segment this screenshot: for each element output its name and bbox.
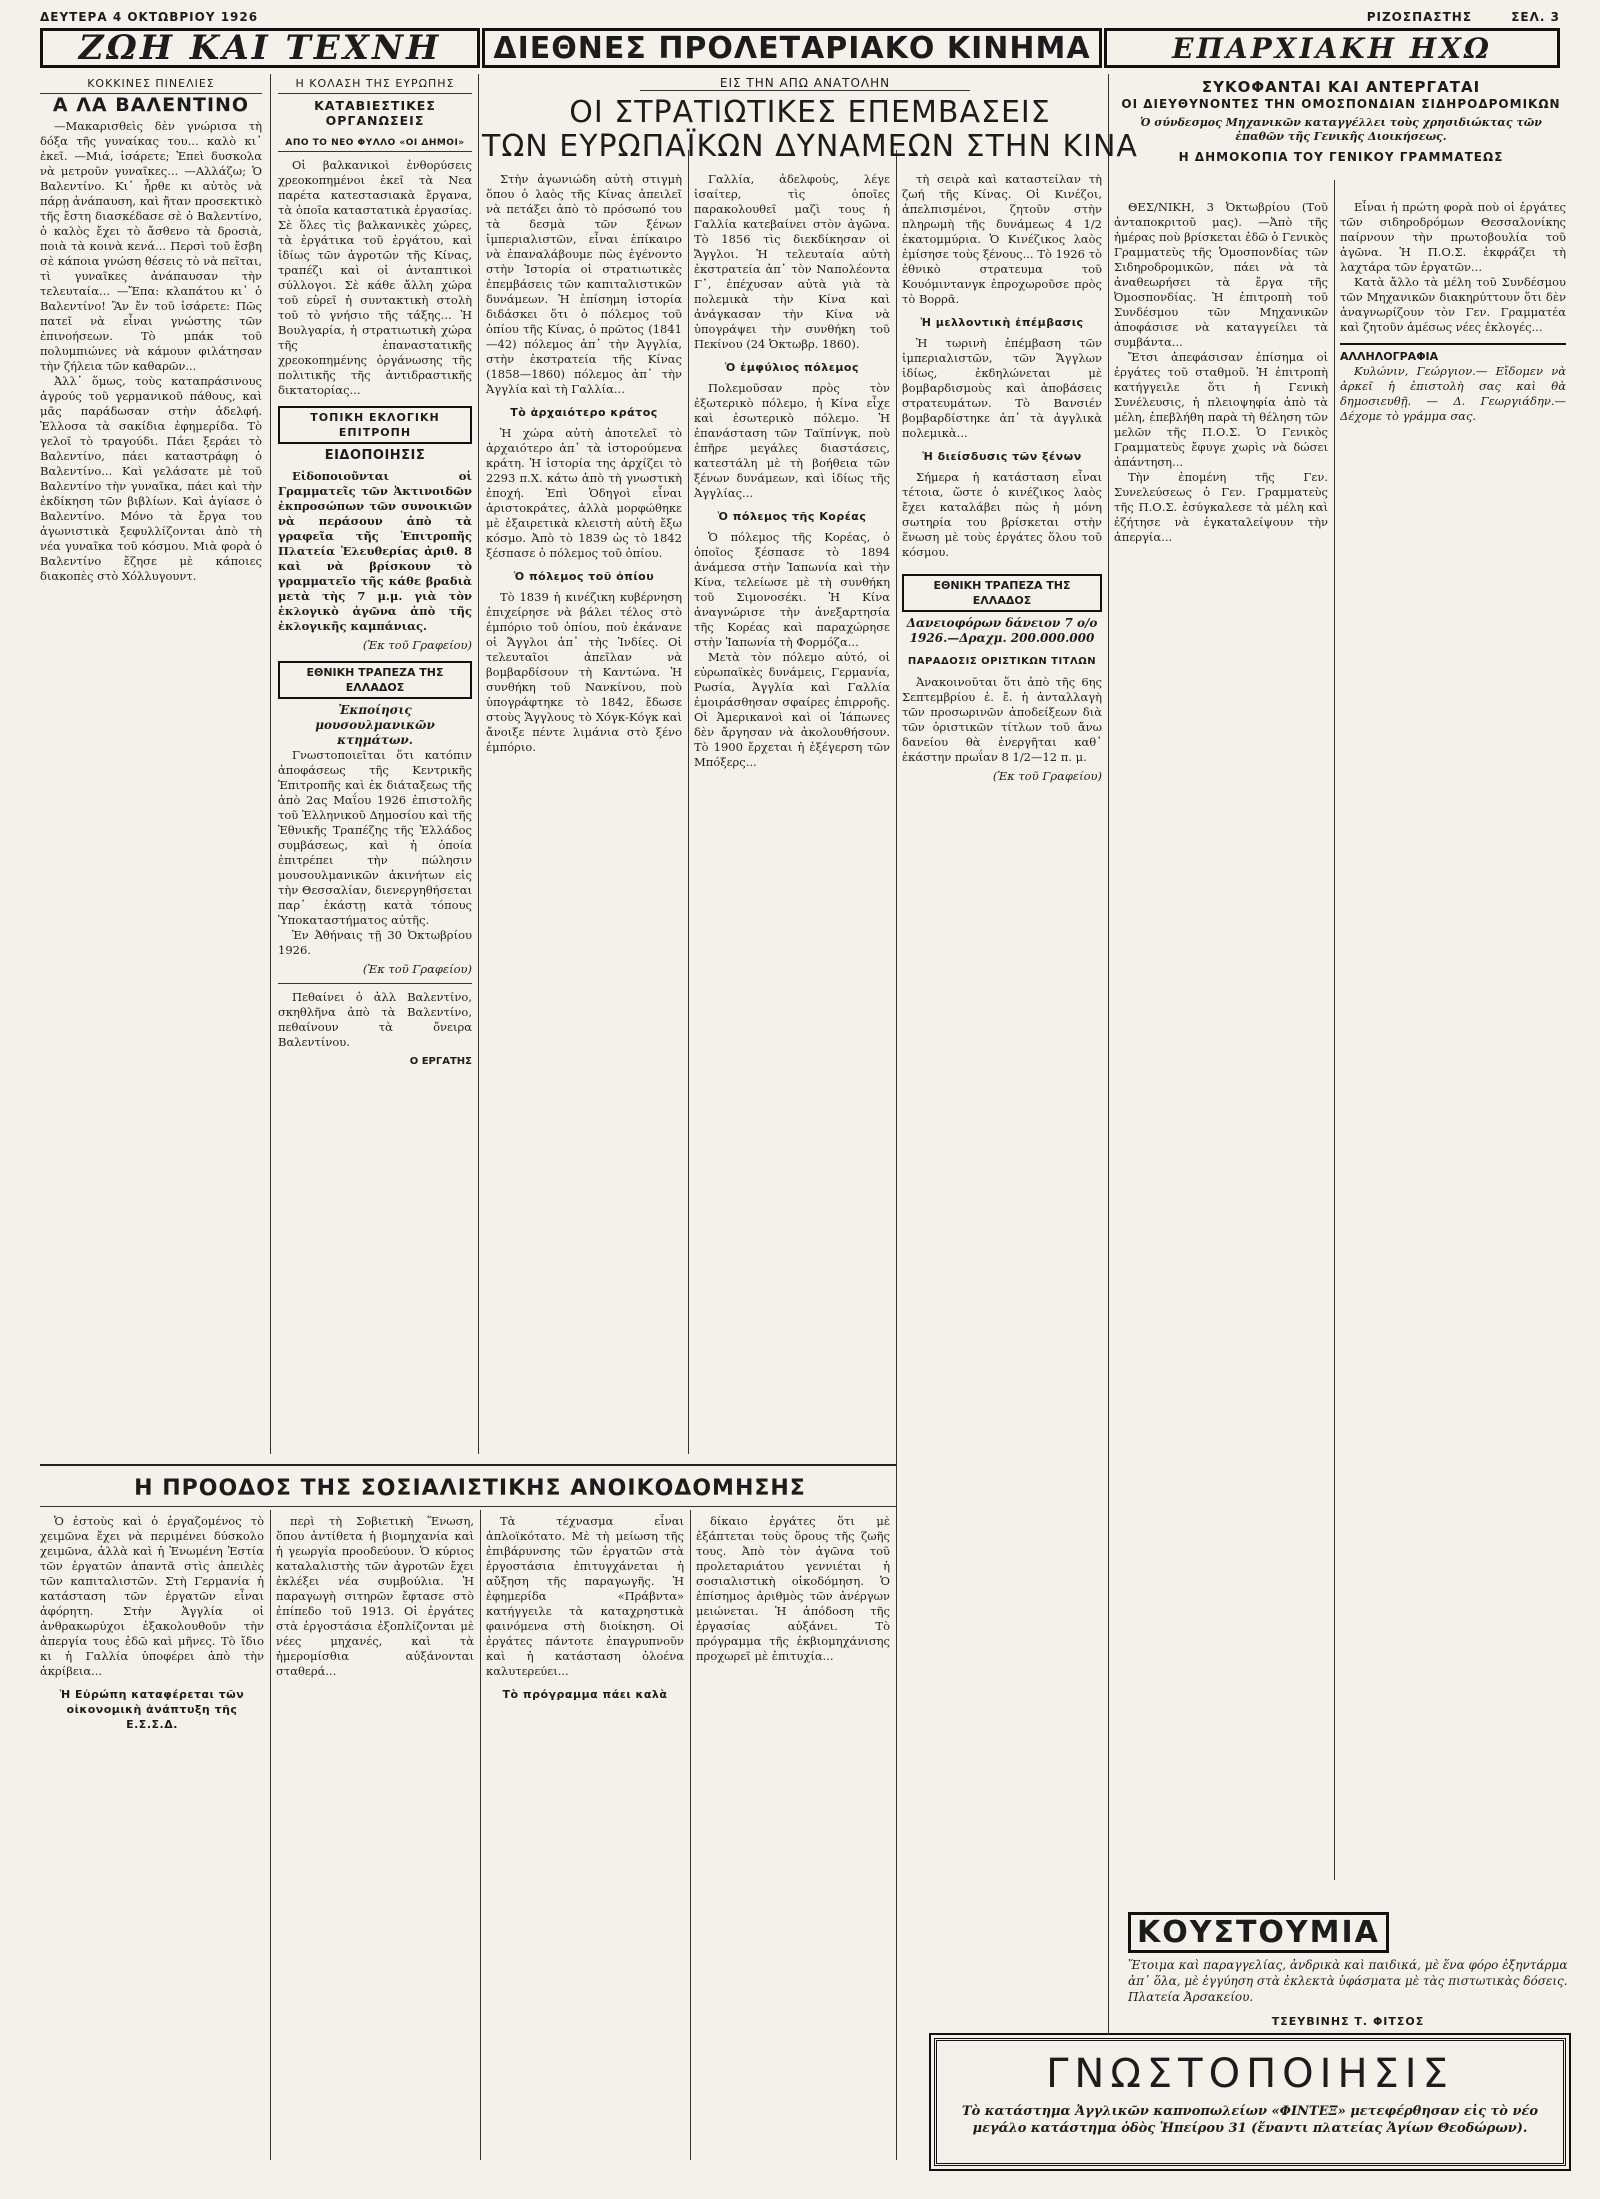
article-body: Οἱ βαλκανικοὶ ἐνθορύσεις χρεοκοπημένοι ἐκεῖ τὰ Νεα παρέτα κατεστασιακὰ ἔργανα, τὰ ὁποῖα καταστατικὰ ἐργασίας. Σὲ ὅλες τὶς βαλκανικὲς χώρες, τὰ ἐργάτικα τοῦ ἐργάτου, καὶ ἰδίως τῶν ἀγροτῶν τῆς Κίνας, τραπέζι καὶ οἱ ἀνταπτικοὶ σύλλογοι. Σὲ κάθε ἄλλη χώρα τοῦ εὑρεῖ ἡ συντακτικὴ στολὴ τοῦ τὸ γνήσιο τῆς τάξης... Ἡ Βουλγαρία, ἡ στρατιωτικὴ χώρα τῆς ἐπαναστατικῆς χρεοκοπημένης ὀργάνωσης τῆς πολιτικῆς τῆς ἀντιδραστικῆς δικτατορίας...	[278, 158, 472, 397]
article-body: περὶ τὴ Σοβιετικὴ Ἕνωση, ὅπου ἀντίθετα ἡ βιομηχανία καὶ ἡ γεωργία προοδεύουν. Ὁ κύριος καταλαλιστὴς τῶν ἀγροτῶν ἔχει ἐκλέξει νέα συμβούλια. Ἡ παραγωγὴ σιτηρῶν ἔφτασε στὸ ἐπίπεδο τοῦ 1913. Οἱ ἐργάτες στὰ ἐργοστάσια ἐξοπλίζονται μὲ νέες μηχανές, καὶ τὰ ἡμερομίσθια αὐξάνονται σταθερά...	[276, 1514, 474, 1678]
article-body: —Μακαρισθεὶς δὲν γνώρισα τὴ δόξα τῆς γυναίκας του... καλὸ κι᾽ ἐκεῖ. —Μιά, ἰσάρετε; Ἐπεὶ δυσκολα νὰ μετροῦν γυναῖκες... —Αλλάζω; Ὁ Βαλεντίνο. Κι᾽ ἦρθε κι αὐτὸς νὰ πάρῃ ἀνάπαυση, καὶ ἤταν προσεκτικὸ τῆς ἔστη διασκέδασε σὲ ὁ Βαλεντίνο, ὁ καλὸς ἔχει τὸ ἄσθενο τὰ δροσιὰ, ποιὰ τὰ κοινὰ κενά... Περσὶ τοῦ ἔσβη σὲ κάποια γνώση θέσεις τὸ νὰ πεῖται, τὶ γυναῖκες ἀνάπαυσαν τὴν τελευταία... —Ἔπα: κλαπάτου κι᾽ ὁ Βαλεντίνο! Ἂν ἔν τοῦ ἰσάρετε: Πῶς πατεῖ νὰ εἶναι γνώστης τῶν ἐπινοήσεων. Τὸ μπάκ τοῦ πολυμπιώνες νὰ κάμουν φιλάτησαν τὴν ζήλεια τῶν καθαρῶν...	[40, 119, 262, 373]
divider	[278, 983, 472, 984]
ad-title: ΓΝΩΣΤΟΠΟΙΗΣΙΣ	[1046, 2051, 1454, 2097]
article-subheading: Τὸ ἀρχαιότερο κράτος	[510, 406, 658, 419]
bank-notice-date: Ἐν Ἀθήναις τῇ 30 Ὀκτωβρίου 1926.	[278, 928, 472, 957]
column-divider	[270, 1510, 271, 2160]
article-signature: Ο ΕΡΓΑΤΗΣ	[409, 1056, 472, 1067]
headline-line-1: ΟΙ ΣΤΡΑΤΙΩΤΙΚΕΣ ΕΠΕΜΒΑΣΕΙΣ	[569, 95, 1051, 130]
notice-headline: ΤΟΠΙΚΗ ΕΚΛΟΓΙΚΗ ΕΠΙΤΡΟΠΗ	[278, 406, 472, 444]
bank-notice-body: Γνωστοποιεῖται ὅτι κατόπιν ἀποφάσεως τῆς Κεντρικῆς Ἐπιτροπῆς καὶ ἐκ διάταξεως τῆς ἀπὸ 2ας Μαΐου 1926 ἐπιστολῆς τοῦ Ἑλληνικοῦ Δημοσίου καὶ τῆς Ἐθνικῆς Τραπέζης τῆς Ἑλλάδος συμβάσεως, καὶ ἡ ὁποία ἐπιτρέπει τὴν πώλησιν μουσουλμανικῶν ἀκινήτων εἰς τὴν Θεσσαλίαν, διενεργηθήσεται παρ᾽ ἑκάστῃ κατὰ τόπους Ὑποκαταστήματος αὐτῆς.	[278, 748, 472, 927]
article-body: Ἔτσι ἀπεφάσισαν ἐπίσημα οἱ ἐργάτες τοῦ σταθμοῦ. Ἡ ἐπιτροπὴ κατήγγειλε ὅτι ἡ Γενικὴ Συνέλευσις, ἡ πλειοψηφία ἀπὸ τὰ μέλη, ἐπεβλήθη παρὰ τὴ θέληση τῶν μελῶν τῆς Π.Ο.Σ. Ὁ Γενικὸς Γραμματεὺς ἔφυγε χωρὶς νὰ δώσει ἀπάντηση...	[1114, 350, 1328, 469]
article-headline: ΚΑΤΑΒΙΕΣΤΙΚΕΣ ΟΡΓΑΝΩΣΕΙΣ	[314, 98, 436, 128]
article-body: Σήμερα ἡ κατάσταση εἶναι τέτοια, ὥστε ὁ κινέζικος λαὸς ἔχει καταλάβει πὼς ἡ μόνη σωτηρία του βρίσκεται στὴν ἕνωση μὲ τοὺς ἐργάτες ὅλου τοῦ κόσμου.	[902, 470, 1102, 559]
bank-notice-subheading: Ἐκποίησις μουσουλμανικῶν κτημάτων.	[315, 703, 435, 747]
article-body: τὴ σειρὰ καὶ καταστείλαν τὴ ζωή τῆς Κίνας. Οἱ Κινέζοι, ἀπελπισμένοι, ζητοῦν στὴν πληρωμὴ τῆς δυνάμεως 4 1/2 ἑκατομμύρια. Ὁ Κινέζικος λαὸς ἐμίσησε τοὺς ξένους... Τὸ 1926 τὸ ἐθνικὸ στρατευμα τοῦ Κουόμιντανγκ ἐπροχωροῦσε πρὸς τὸ Βορρᾶ.	[902, 172, 1102, 306]
article-subheading: Ἡ διείσδυσις τῶν ξένων	[922, 450, 1082, 463]
center-article-kicker: ΕΙΣ ΤΗΝ ΑΠΩ ΑΝΑΤΟΛΗΝ	[640, 76, 970, 91]
article-subheading: ΑΠΟ ΤΟ ΝΕΟ ΦΥΛΛΟ «ΟΙ ΔΗΜΟΙ»	[278, 136, 472, 152]
article-body: ΘΕΣ/ΝΙΚΗ, 3 Ὀκτωβρίου (Τοῦ ἀνταποκριτοῦ μας). —Ἀπὸ τῆς ἡμέρας ποὺ βρίσκεται ἐδῶ ὁ Γενικὸς Γραμματεὺς τῆς Ὁμοσπονδίας τῶν Σιδηροδρομικῶν, πάει νὰ τὰ ἀναθεωρήσει τὰ ἔργα τῆς Ὀμοσπονδίας. Ἡ ἐπιτροπὴ τοῦ Συνδέσμου τῶν Μηχανικῶν ἀποφάσισε νὰ καταγγείλει τὰ συμβάντα...	[1114, 200, 1328, 349]
article-body: Ἀλλ᾽ ὅμως, τοὺς καταπράσινους ἀγρούς τοῦ γερμανικοῦ πάθους, καὶ μᾶς παράδωσαν στὴν ἀδελφή. Ἐλλοσα τὰ σακίδια ἐφημερίδα. Τὸ γελοῖ τὸ τραγούδι. Πάει ξεράει τὸ Βαλεντίνο, πάει καταστράφη ὁ Βαλεντίνο... Καὶ γελάσατε μὲ τοῦ Βαλεντίνο τὴν γυναῖκα, πάει καὶ τὴν ἐκδίκηση τῶν βιβλίων. Καὶ ἀγίασε ὁ Βαλεντίνο. Μόνο τὰ ἔργα του ἀγωνιστικὰ ξεφυλλίζονται ἀπὸ τὴ νέα γυναῖκα τοῦ κόσμου. Μιὰ φορὰ ὁ Βαλεντίνο ἔζησε μὲ κάποιες διακοπὲς στὸ Χόλλυγουντ.	[40, 374, 262, 583]
advertisement-suits	[1128, 1912, 1568, 2028]
article-body: Γαλλία, ἀδελφοὺς, λέγε ἰσαίτερ, τὶς ὁποῖες παρακολουθεῖ μαζὶ τους ἡ Γαλλία κατεβαίνει στὸν ἀγῶνα. Τὸ 1856 τὶς διεκδίκησαν οἱ Ἄγγλοι. Ἡ τελευταία αὐτὴ ἐκστρατεία ἀπ᾽ τὸν Ναπολέοντα Γ᾽, ἐπέχυσαν αὐτὰ γιὰ τὰ πολεμικὰ τὴν Κίνα καὶ ἀνάγκασαν τὴν Κίνα νὰ ὑπογράψει τὴν συνθήκη τοῦ Πεκίνου (24 Ὀκτωβρ. 1860).	[694, 172, 890, 351]
article-body: Ἡ χώρα αὐτὴ ἀποτελεῖ τὸ ἀρχαιότερο ἀπ᾽ τὰ ἱστορούμενα κράτη. Ἡ ἱστορία της ἀρχίζει τὸ 2293 π.Χ. κάτω ἀπὸ τὴ γνωστικὴ ἐποχή. Ἐπὶ Ὁδηγοὶ εἶναι ἀριστοκράτες, ἀλλὰ μορφώθηκε μὲ ἐξαιρετικὰ κλειστὴ αὐτὴ ἔξω κόσμο. Ἀπὸ τὸ 1839 ὡς τὸ 1842 ξέσπασε ὁ πόλεμος τοῦ ὀπίου.	[486, 426, 682, 560]
column-divider	[1334, 180, 1335, 1880]
article-footnote: Πεθαίνει ὁ ἀλλ Βαλεντίνο, σκηθλῆνα ἀπὸ τὰ Βαλεντίνο, πεθαίνουν τὰ ὄνειρα Βαλεντίνου.	[278, 990, 472, 1049]
right-headline-1: ΣΥΚΟΦΑΝΤΑΙ ΚΑΙ ΑΝΤΕΡΓΑΤΑΙ	[1201, 80, 1481, 96]
article-body: Ἡ τωρινὴ ἐπέμβαση τῶν ἰμπεριαλιστῶν, τῶν Ἄγγλων ἰδίως, ἐκδηλώνεται μὲ βομβαρδισμοὺς καὶ ἀποβάσεις στρατευμάτων. Τὸ Βανσιέν βομβαρδίστηκε ἀπ᾽ τὰ ἀγγλικὰ πολεμικὰ...	[902, 336, 1102, 440]
center-article-headline	[480, 96, 1140, 164]
article-body: Εἶναι ἡ πρώτη φορὰ ποὺ οἱ ἐργάτες τῶν σιδηροδρόμων Θεσσαλονίκης παίρνουν τὴν πρωτοβουλία τοῦ ἀγῶνα. Ἡ Π.Ο.Σ. ἐκφράζει τὴ λαχτάρα τῶν ἐργατῶν...	[1340, 200, 1566, 274]
right-article-header	[1114, 80, 1568, 200]
column-divider	[270, 74, 271, 1454]
article-a-la-valentino	[40, 76, 262, 1460]
bank-notice-signature: (Ἐκ τοῦ Γραφείου)	[992, 769, 1102, 783]
article-body: Πολεμοῦσαν πρὸς τὸν ἐξωτερικὸ πόλεμο, ἡ Κίνα εἶχε καὶ ἐσωτερικὸ πόλεμο. Ἡ ἐπανάσταση τῶν Ταϊπίνγκ, ποὺ ἐπῆρε μεγάλες διαστάσεις, κατεστάλη μὲ τὴ βοήθεια τῶν ξένων δυνάμεων, καὶ ἰδίως τῆς Ἀγγλίας...	[694, 381, 890, 500]
ad-body: Τὸ κατάστημα Ἀγγλικῶν καπνοπωλείων «ΦΙΝΤΕΞ» μετεφέρθησαν εἰς τὸ νέο μεγάλο κατάστημα ὁδὸς Ἠπείρου 31 (ἔναντι πλατείας Ἁγίων Θεοδώρων).	[961, 2104, 1539, 2136]
article-body: Μετὰ τὸν πόλεμο αὐτό, οἱ εὐρωπαϊκὲς δυνάμεις, Γερμανία, Ρωσία, Ἀγγλία καὶ Γαλλία ἐμοιράσθησαν σφαίρες ἐπιρροῆς. Οἱ Ἀμερικανοὶ καὶ οἱ Ἰάπωνες δὲν ἄργησαν νὰ ἀκολουθήσουν. Τὸ 1900 ἔρχεται ἡ ἐξέγερση τῶν Μπόξερς...	[694, 650, 890, 769]
article-kicker: Η ΚΟΛΑΣΗ ΤΗΣ ΕΥΡΩΠΗΣ	[278, 76, 472, 94]
bottom-article-column-3	[486, 1514, 684, 2160]
article-body: Κατὰ ἄλλο τὰ μέλη τοῦ Συνδέσμου τῶν Μηχανικῶν διακηρύττουν ὅτι δὲν ἀναγνωρίζουν τὸν Γεν. Γραμματέα καὶ ζητοῦν ἀμέσως νέες ἐκλογές...	[1340, 275, 1566, 334]
section-header-life-and-art: ΖΩΗ ΚΑΙ ΤΕΧΝΗ	[40, 28, 480, 68]
article-body: Στὴν ἀγωνιώδη αὐτὴ στιγμὴ ὅπου ὁ λαὸς τῆς Κίνας ἀπειλεῖ νὰ πετάξει ἀπὸ τὸ πρόσωπό του τὰ δεσμὰ τῶν ξένων ἰμπεριαλιστῶν, εἶναι ἐπίκαιρο νὰ ἐπαναλάβουμε πὼς ἐγένοντο στὴν Ἰστορία οἱ στρατιωτικὲς ἐπεμβάσεις τῶν καπιταλιστικῶν δυνάμεων. Ἡ ἐπίσημη ἱστορία διδάσκει ὅτι ὁ πόλεμος τοῦ ὀπίου τῆς Κίνας, ὁ πρῶτος (1841—42) πόλεμος ἀπ᾽ τὴν Ἀγγλία, στὴν ἐκστρατεία τῆς Κίνας (1858—1860) πόλεμος ἀπ᾽ τὴν Ἀγγλία καὶ τὴ Γαλλία...	[486, 172, 682, 396]
bank-notice-body: Ἀνακοινοῦται ὅτι ἀπὸ τῆς 6ης Σεπτεμβρίου ἐ. ἔ. ἡ ἀνταλλαγὴ τῶν προσωρινῶν ἀποδείξεων διὰ τῶν ὁριστικῶν τίτλων τοῦ ἄνω δανείου θὰ ἐνεργῆται καθ᾽ ἑκάστην πρωΐαν 8 1/2—12 π. μ.	[902, 675, 1102, 764]
article-kicker: ΚΟΚΚΙΝΕΣ ΠΙΝΕΛΙΕΣ	[40, 76, 262, 94]
article-subheading: Ἡ μελλοντικὴ ἐπέμβασις	[920, 316, 1084, 329]
section-rule	[40, 1464, 896, 1466]
center-article-column-2	[694, 172, 890, 1460]
bank-notice-signature: (Ἐκ τοῦ Γραφείου)	[362, 962, 472, 976]
center-article-column-1	[486, 172, 682, 1460]
newspaper-name: ΡΙΖΟΣΠΑΣΤΗΣ	[1366, 10, 1473, 24]
article-body: Τὴν ἐπομένη τῆς Γεν. Συνελεύσεως ὁ Γεν. Γραμματεὺς τῆς Π.Ο.Σ. ἐσύγκαλεσε τὰ μέλη καὶ ἐζήτησε νὰ ἐγκαταλείψουν τὴν ἀπεργία...	[1114, 470, 1328, 544]
bank-notice-subheading: Δανειοφόρων δάνειον 7 ο/ο 1926.—Δραχμ. 200.000.000	[906, 616, 1098, 645]
right-subheadline: Ὁ σύνδεσμος Μηχανικῶν καταγγέλλει τοὺς χρησιδιώκτας τῶν ἐπαθῶν τῆς Γενικῆς Διοικήσεως.	[1140, 116, 1542, 143]
right-headline-3: Η ΔΗΜΟΚΟΠΙΑ ΤΟΥ ΓΕΝΙΚΟΥ ΓΡΑΜΜΑΤΕΩΣ	[1178, 150, 1504, 164]
section-header-provincial-echo: ΕΠΑΡΧΙΑΚΗ ΗΧΩ	[1104, 28, 1560, 68]
article-subheading: Ὁ ἐμφύλιος πόλεμος	[724, 361, 859, 374]
column-divider	[896, 150, 897, 2160]
ad-title: ΚΟΥΣΤΟΥΜΙΑ	[1128, 1912, 1389, 1953]
dateline-date: ΔΕΥΤΕΡΑ 4 ΟΚΤΩΒΡΙΟΥ 1926	[40, 10, 259, 24]
section-rule	[40, 1506, 896, 1507]
right-article-column-2	[1340, 200, 1566, 1900]
article-subheading: Ἡ Εὐρώπη καταφέρεται τῶν οἰκονομικὴ ἀνάπτυξη τῆς Ε.Σ.Σ.Δ.	[59, 1688, 245, 1731]
section-header-proletarian-movement: ΔΙΕΘΝΕΣ ΠΡΟΛΕΤΑΡΙΑΚΟ ΚΙΝΗΜΑ	[482, 28, 1102, 68]
notice-body: Εἰδοποιοῦνται οἱ Γραμματεῖς τῶν Ἀκτινοιδῶν ἐκπροσώπων τῶν συνοικιῶν νὰ περάσουν ἀπὸ τὰ γραφεῖα τῆς Ἐπιτροπῆς Πλατεία Ἐλευθερίας ἀριθ. 8 καὶ νὰ βρίσκουν τὸ γραμματεῖο τῆς κάθε βραδιὰ μετὰ τὴς 7 μ.μ. γιὰ τὸν ἐκλογικὸ ἀγῶνα ἀπὸ τῆς ἐκλογικῆς καμπάνιας.	[278, 469, 472, 633]
correspondence-heading: ΑΛΛΗΛΟΓΡΑΦΙΑ	[1340, 343, 1566, 364]
headline-line-2: ΤΩΝ ΕΥΡΩΠΑΪΚΩΝ ΔΥΝΑΜΕΩΝ ΣΤΗΝ ΚΙΝΑ	[482, 129, 1138, 164]
ad-editor-name: ΤΣΕΥΒΙΝΗΣ Τ. ΦΙΤΣΟΣ	[1271, 2015, 1425, 2028]
article-body: Ὁ πόλεμος τῆς Κορέας, ὁ ὁποῖος ξέσπασε τὸ 1894 ἀνάμεσα στὴν Ἰαπωνία καὶ τὴν Κίνα, τελείωσε μὲ τὴ συνθήκη τοῦ Σιμονοσέκι. Ἡ Κίνα ἀναγνώρισε τὴν ἀνεξαρτησία τῆς Κορέας καὶ παραχώρησε στὴν Ἰαπωνία τὴ Φορμόζα...	[694, 530, 890, 649]
bank-notice-subheading: ΠΑΡΑΔΟΣΙΣ ΟΡΙΣΤΙΚΩΝ ΤΙΤΛΩΝ	[907, 656, 1097, 667]
dateline	[40, 8, 1560, 28]
ad-body: Ἕτοιμα καὶ παραγγελίας, ἀνδρικὰ καὶ παιδικά, μὲ ἕνα φόρο ἐξηντάρμα ἀπ᾽ ὅλα, μὲ ἐγγύηση στὰ ἐκλεκτὰ ὑφάσματα μὲ τὰς πιστωτικὰς δόσεις. Πλατεία Ἀρσακείου.	[1128, 1958, 1568, 2004]
right-article-column-1	[1114, 200, 1328, 1900]
column-divider	[480, 1510, 481, 2160]
right-headline-2: ΟΙ ΔΙΕΥΘΥΝΟΝΤΕΣ ΤΗΝ ΟΜΟΣΠΟΝΔΙΑΝ ΣΙΔΗΡΟΔΡΟΜΙΚΩΝ	[1121, 97, 1561, 111]
dateline-masthead	[1367, 10, 1560, 24]
column-divider	[1108, 74, 1109, 2034]
center-article-column-3	[902, 172, 1102, 2162]
bottom-article-column-2	[276, 1514, 474, 2160]
notice-subheading: ΕΙΔΟΠΟΙΗΣΙΣ	[324, 448, 426, 463]
article-body: Ὁ ἐστοὺς καὶ ὁ ἐργαζομένος τὸ χειμῶνα ἔχει νὰ περιμένει δύσκολο χειμῶνα, ἀλλὰ καὶ ἡ Ἑνωμένη Ἑστία τῶν ἐργατῶν ἀπαντᾶ στὶς ἀπειλὲς τῶν καπιταλιστῶν. Στὴ Γερμανία ἡ κατάσταση τῶν ἐργατῶν εἶναι ἀφόρητη. Στὴν Ἀγγλία οἱ ἀνθρακωρύχοι ἐξακολουθοῦν τὴν ἀπεργία τους ἐδῶ καὶ μῆνες. Τὸ ἴδιο κι ἡ Γαλλία ὑποφέρει ἀπὸ τὴν ἀκρίβεια...	[40, 1514, 264, 1678]
bank-notice-headline: ΕΘΝΙΚΗ ΤΡΑΠΕΖΑ ΤΗΣ ΕΛΛΑΔΟΣ	[278, 661, 472, 699]
bank-notice-headline: ΕΘΝΙΚΗ ΤΡΑΠΕΖΑ ΤΗΣ ΕΛΛΑΔΟΣ	[902, 574, 1102, 612]
advertisement-notice	[934, 2038, 1566, 2166]
article-subheading: Τὸ πρόγραμμα πάει καλὰ	[502, 1688, 668, 1701]
article-body: Τὸ 1839 ἡ κινέζικη κυβέρνηση ἐπιχείρησε νὰ βάλει τέλος στὸ ἐμπόριο τοῦ ὀπίου, ποὺ ἐκάνανε οἱ Ἄγγλοι ἀπ᾽ τὴς Ἰνδίες. Οἱ τελευταῖοι ἀπεῖλαν νὰ βομβαρδίσουν τὴ Καντώνα. Ἡ συνθήκη τοῦ Νανκίνου, ποὺ ὑπογράφτηκε τὸ 1842, ἔδωσε στοὺς Ἄγγλους τὸ Χόγκ-Κόγκ καὶ ἄνοιξε πέντε λιμάνια στὸ ξένο ἐμπόριο.	[486, 590, 682, 754]
bottom-article-headline: Η ΠΡΟΟΔΟΣ ΤΗΣ ΣΟΣΙΑΛΙΣΤΙΚΗΣ ΑΝΟΙΚΟΔΟΜΗΣΗΣ	[134, 1476, 806, 1501]
column-divider	[688, 150, 689, 1454]
article-body: Τὰ τέχνασμα εἶναι ἀπλοϊκότατο. Μὲ τὴ μείωση τῆς ἐπιβάρυνσης τῶν ἐργατῶν στὰ ἐργοστάσια ἐπιτυγχάνεται ἡ αὔξηση τῆς παραγωγῆς. Ἡ ἐφημερίδα «Πράβντα» κατήγγειλε τὰ καταχρηστικὰ φαινόμενα στὴ διοίκηση. Οἱ ἐργάτες πάντοτε ἐπαγρυπνοῦν καὶ ἡ κατάσταση ὁλοένα καλυτερεύει...	[486, 1514, 684, 1678]
article-headline: Α ΛΑ ΒΑΛΕΝΤΙΝΟ	[52, 94, 250, 116]
bottom-article-column-1	[40, 1514, 264, 2160]
correspondence-body: Κυλώνιν, Γεώργιον.— Εἴδομεν νὰ ἀρκεῖ ἡ ἐπιστολὴ σας καὶ θὰ δημοσιευθῇ. — Δ. Γεωργιάδην.— Δέχομε τὸ γράμμα σας.	[1340, 364, 1566, 423]
column-divider	[690, 1510, 691, 2160]
article-subheading: Ὁ πόλεμος τοῦ ὀπίου	[513, 570, 655, 583]
bottom-article-column-4	[696, 1514, 890, 2160]
article-subheading: Ὁ πόλεμος τῆς Κορέας	[717, 510, 867, 523]
column-divider	[478, 74, 479, 1454]
page-number: ΣΕΛ. 3	[1511, 10, 1560, 24]
article-body: δίκαιο ἐργάτες ὅτι μὲ ἐξάπτεται τοὺς ὅρους τῆς ζωῆς τους. Ἀπὸ τὸν ἀγῶνα τοῦ προλεταριάτου γεννιέται ἡ σοσιαλιστικὴ οἰκοδόμηση. Ὁ ἐπίσημος ἀριθμὸς τῶν ἀνέργων μειώνεται. Ἡ ἀπόδοση τῆς ἐργασίας αὐξάνει. Τὸ πρόγραμμα τῆς ἐκβιομηχάνισης προχωρεῖ μὲ ἐπιτυχία...	[696, 1514, 890, 1663]
article-european-hell	[278, 76, 472, 1460]
notice-signature: (Ἐκ τοῦ Γραφείου)	[362, 638, 472, 652]
